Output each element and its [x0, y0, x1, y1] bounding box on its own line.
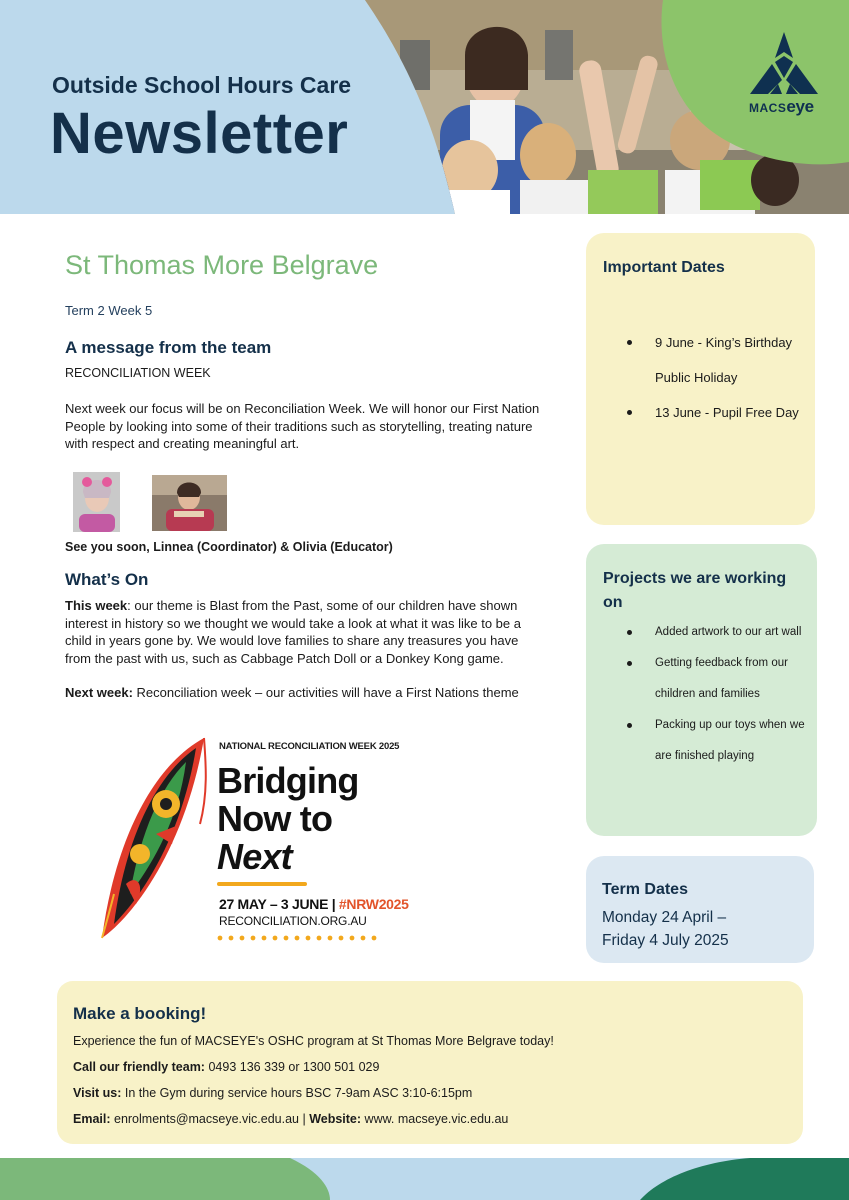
- list-item: 13 June - Pupil Free Day: [630, 395, 810, 430]
- list-item: Getting feedback from our children and families: [630, 648, 805, 710]
- recon-dots-decoration: [217, 934, 382, 942]
- signoff: See you soon, Linnea (Coordinator) & Olivia (Educator): [65, 540, 393, 554]
- footer-wave-decoration: [0, 1158, 849, 1200]
- recon-line-2: Now to: [217, 798, 333, 839]
- coordinator-photo: [73, 472, 120, 532]
- macseye-logo-text: MACSeye: [749, 97, 814, 116]
- booking-contact: Email: enrolments@macseye.vic.edu.au | Website: www. macseye.vic.edu.au: [73, 1112, 509, 1126]
- header-title: Newsletter: [50, 101, 349, 166]
- recon-url: RECONCILIATION.ORG.AU: [219, 914, 367, 928]
- projects-title: Projects we are working on: [603, 570, 787, 611]
- recon-dates: 27 MAY – 3 JUNE | #NRW2025: [219, 896, 409, 912]
- header-subtitle: Outside School Hours Care: [52, 72, 352, 98]
- newsletter-header: [0, 0, 849, 214]
- term-week: Term 2 Week 5: [65, 303, 153, 318]
- term-dates-range: Monday 24 April – Friday 4 July 2025: [602, 909, 729, 949]
- booking-title: Make a booking!: [73, 1004, 207, 1023]
- booking-intro: Experience the fun of MACSEYE's OSHC program at St Thomas More Belgrave today!: [73, 1034, 554, 1048]
- recon-line-1: Bridging: [217, 760, 359, 801]
- list-item: 9 June - King’s Birthday Public Holiday: [630, 325, 810, 395]
- educator-photo: [152, 475, 227, 531]
- list-item: Added artwork to our art wall: [630, 617, 805, 648]
- message-heading: A message from the team: [65, 338, 272, 357]
- booking-call: Call our friendly team: 0493 136 339 or 1300 501 029: [73, 1060, 380, 1074]
- this-week-paragraph: This week: our theme is Blast from the Past, some of our children have shown interest in history so we thought we would take a look at what it was like to be a child in years gone by. We would love families to share any treasures you have from the past with us, such as Cabbage Patch Doll or a Donkey Kong game.: [65, 598, 521, 666]
- message-body: Next week our focus will be on Reconciliation Week. We will honor our First Nation People by looking into some of their traditions such as storytelling, treating nature with respect and creating meaningful art.: [65, 401, 540, 451]
- message-subheading: RECONCILIATION WEEK: [65, 366, 211, 380]
- next-week-paragraph: Next week: Reconciliation week – our activities will have a First Nations theme: [65, 685, 519, 700]
- list-item: Packing up our toys when we are finished playing: [630, 710, 805, 772]
- recon-week-label: NATIONAL RECONCILIATION WEEK 2025: [219, 741, 400, 752]
- website-link[interactable]: www. macseye.vic.edu.au: [361, 1112, 509, 1126]
- booking-visit: Visit us: In the Gym during service hours BSC 7-9am ASC 3:10-6:15pm: [73, 1086, 473, 1100]
- important-dates-title: Important Dates: [603, 259, 725, 276]
- school-name: St Thomas More Belgrave: [65, 250, 379, 280]
- whats-on-heading: What’s On: [65, 570, 149, 589]
- recon-underline: [217, 882, 307, 886]
- email-link[interactable]: enrolments@macseye.vic.edu.au |: [110, 1112, 310, 1126]
- important-dates-list: [630, 325, 810, 430]
- recon-line-3: Next: [217, 836, 292, 877]
- projects-list: [630, 617, 805, 772]
- term-dates-title: Term Dates: [602, 881, 688, 898]
